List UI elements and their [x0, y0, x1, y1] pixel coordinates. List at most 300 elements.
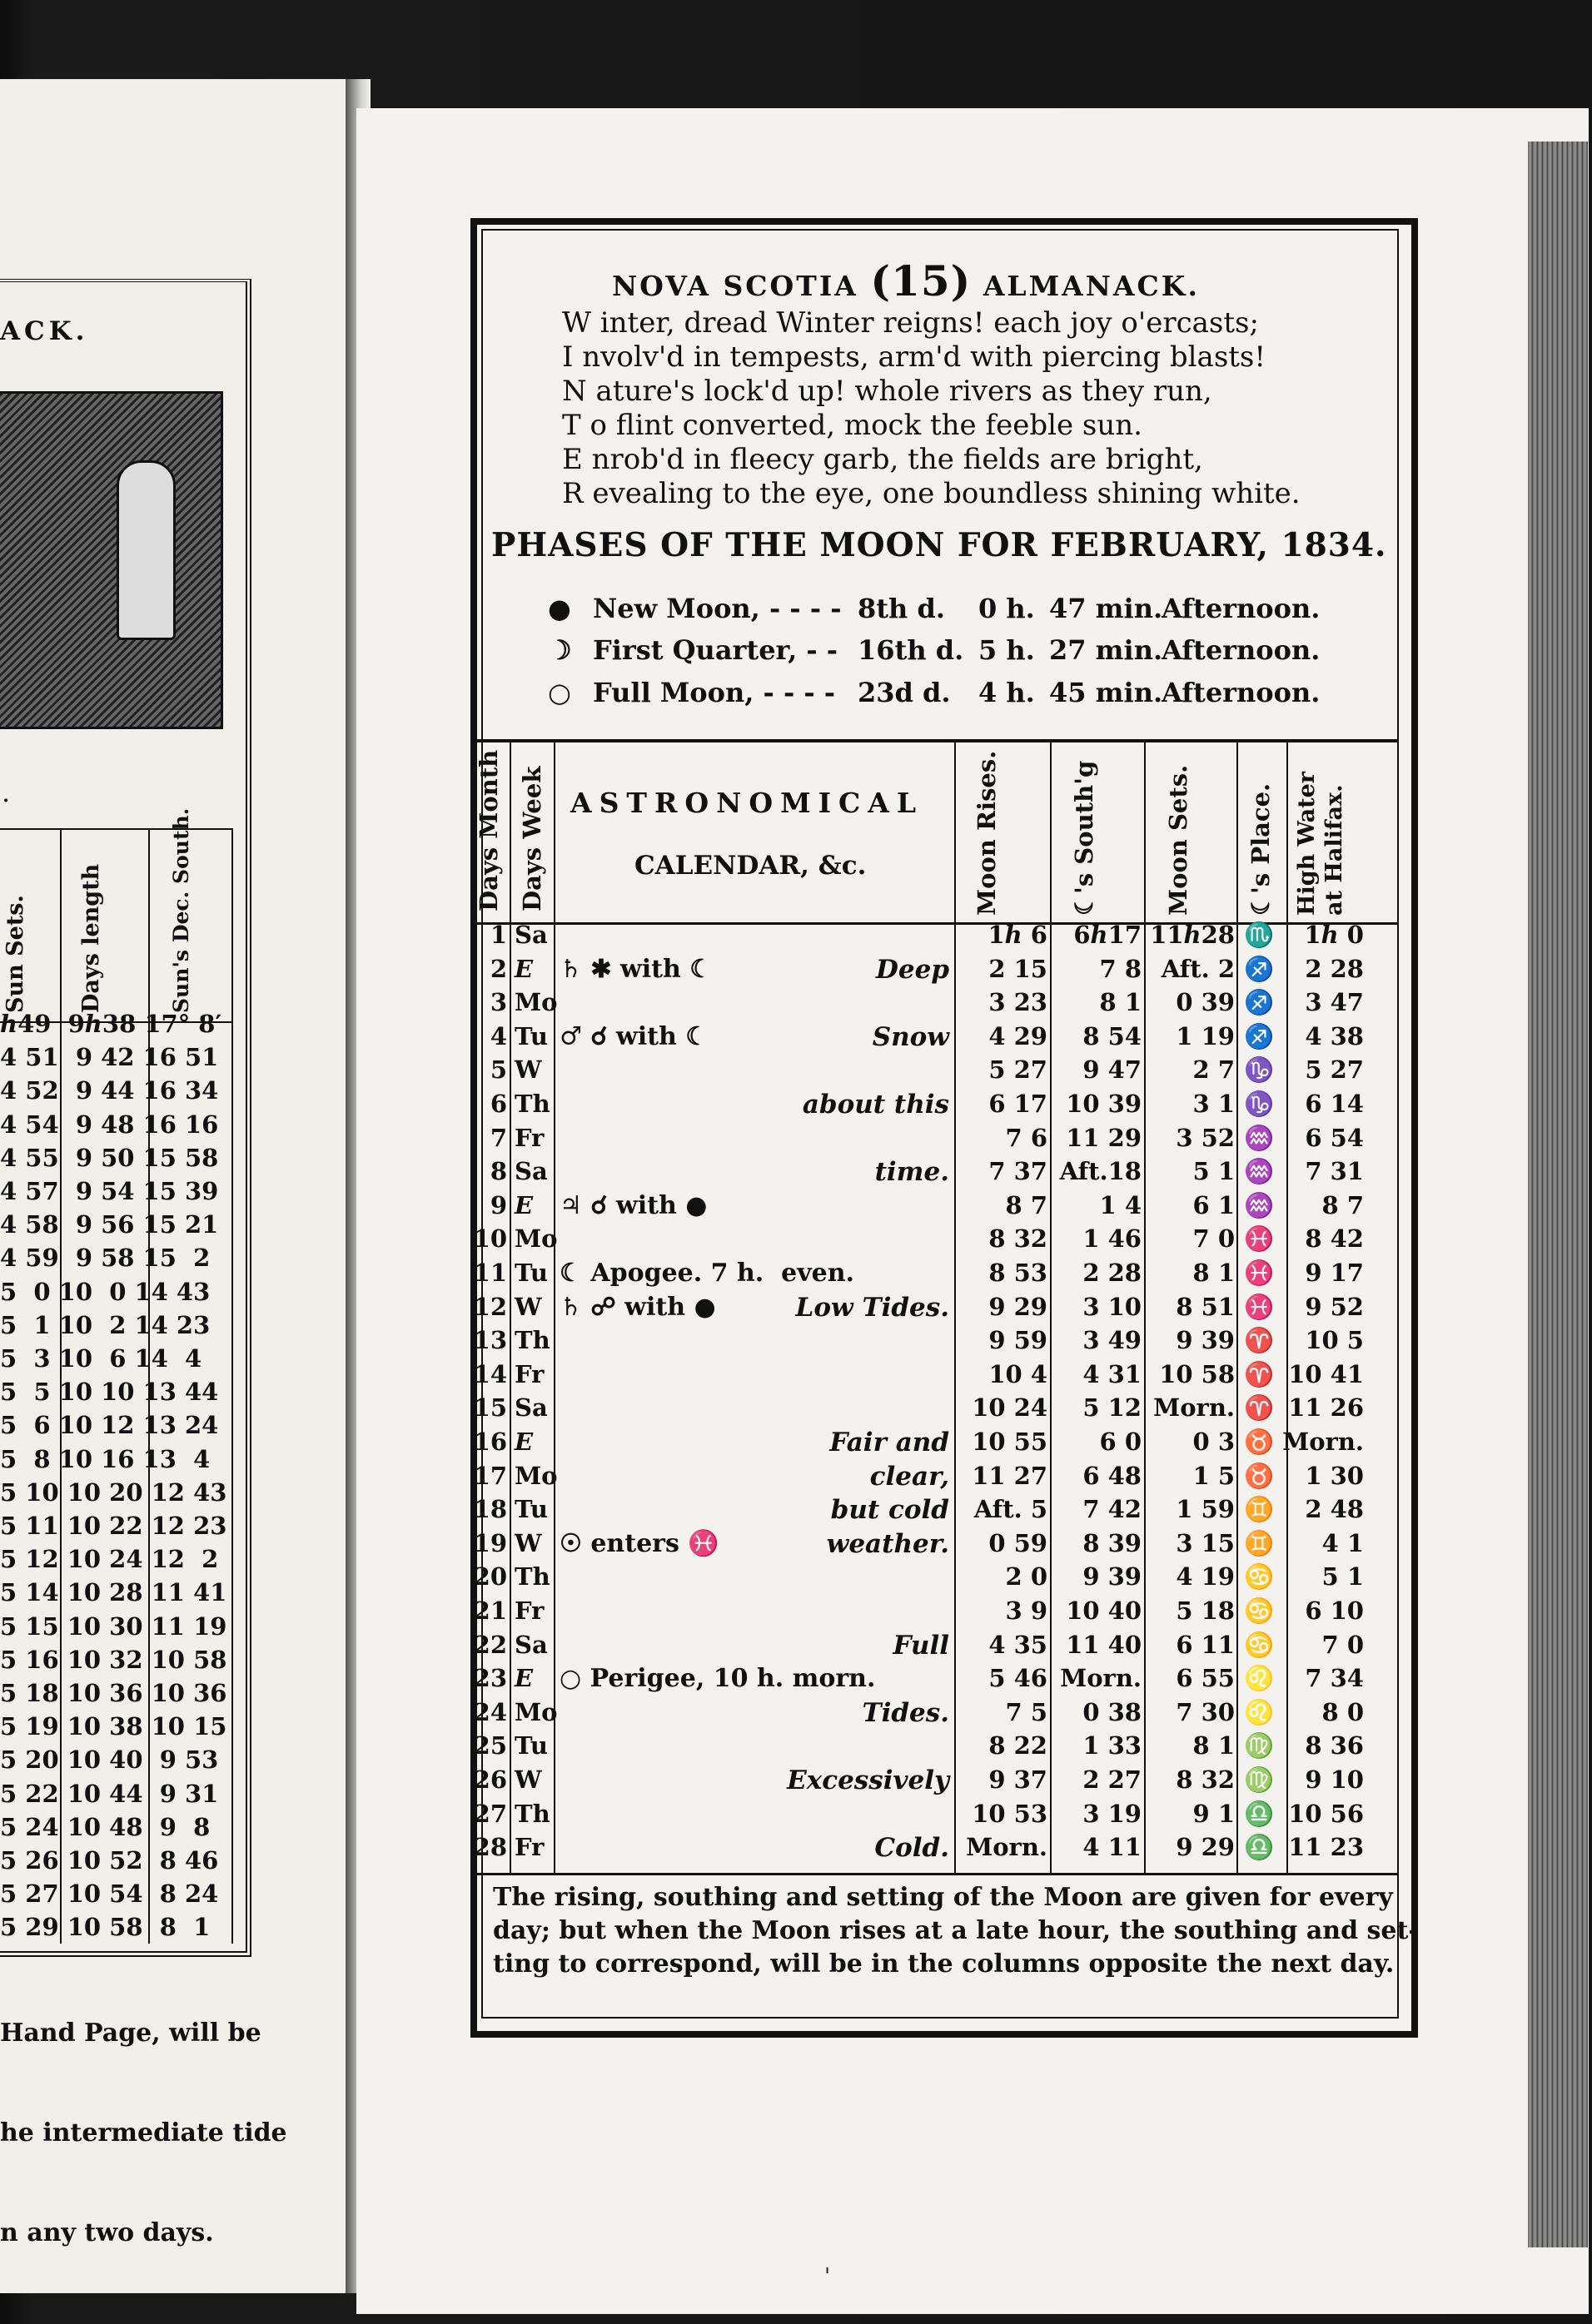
moon-place: ♒: [1244, 1190, 1275, 1219]
woodcut-illustration: [0, 391, 223, 729]
moon-phase-hours: 0 h.: [978, 593, 1035, 624]
left-page: [0, 79, 346, 2293]
left-table-row: 5 14 10 28 11 41: [0, 1578, 227, 1607]
astronomical-event: ☉ enters ♓: [560, 1528, 719, 1558]
col-suns-dec: Sun's Dec. South.: [169, 807, 193, 1013]
high-water: 7 0: [1321, 1630, 1364, 1659]
moon-southing: Morn.: [1060, 1664, 1142, 1693]
left-table-row: 4 55 9 50 15 58: [0, 1143, 219, 1172]
day-of-month: 13: [473, 1326, 507, 1355]
high-water: 11 26: [1288, 1393, 1364, 1423]
day-of-week: Tu: [515, 1495, 549, 1524]
moon-rises: 4 29: [988, 1021, 1047, 1050]
day-of-week: W: [515, 1528, 542, 1557]
high-water: 1ℎ 0: [1304, 921, 1364, 949]
left-table-row: 5 12 10 24 12 2: [0, 1545, 219, 1574]
day-of-month: 28: [473, 1833, 507, 1862]
high-water: 5 1: [1321, 1562, 1364, 1592]
moon-southing: 9 39: [1082, 1562, 1142, 1592]
moon-southing: 2 28: [1082, 1259, 1142, 1287]
left-table-row: 5 11 10 22 12 23: [0, 1512, 227, 1540]
almanack-header: [612, 256, 1200, 305]
weather-note: about this: [802, 1090, 949, 1120]
col-days-length: Days length: [78, 863, 104, 1013]
moon-sets: 8 32: [1176, 1765, 1235, 1794]
left-table-row: 5 16 10 32 10 58: [0, 1645, 227, 1674]
moon-sets: 10 58: [1159, 1359, 1235, 1388]
col-moon-rises: Moon Rises.: [973, 750, 1001, 916]
day-of-week: Fr: [515, 1359, 545, 1388]
moon-southing: 7 42: [1082, 1495, 1142, 1524]
moon-sets: 1 19: [1176, 1021, 1235, 1050]
day-of-month: 10: [473, 1224, 507, 1254]
high-water: 7 34: [1305, 1664, 1364, 1693]
moon-sets: 0 3: [1192, 1428, 1235, 1456]
moon-place: ♑: [1244, 1090, 1275, 1118]
col-moon-south: ☾'s South'g: [1070, 760, 1098, 916]
day-of-week: Tu: [515, 1021, 549, 1050]
woodcut-figure: [117, 460, 176, 640]
moon-phases-title: PHASES OF THE MOON FOR FEBRUARY, 1834.: [491, 526, 1387, 564]
moon-place: ♌: [1244, 1664, 1275, 1693]
moon-phase-minutes: 45 min.: [1049, 677, 1163, 708]
col-moon-sets: Moon Sets.: [1164, 764, 1192, 916]
high-water: 4 1: [1321, 1528, 1364, 1557]
moon-southing: 2 27: [1082, 1765, 1142, 1794]
moon-sets: 1 5: [1192, 1461, 1235, 1490]
high-water: 7 31: [1305, 1157, 1364, 1186]
moon-place: ♋: [1244, 1562, 1275, 1592]
left-table-row: 5 24 10 48 9 8: [0, 1812, 211, 1841]
day-of-month: 17: [473, 1461, 507, 1490]
table-top-rule: [475, 739, 1399, 742]
day-of-month: 24: [473, 1697, 507, 1726]
astronomical-event: ☾ Apogee. 7 h. even.: [560, 1259, 854, 1288]
col-high-water: High Water at Halifax.: [1294, 771, 1347, 916]
day-of-month: 12: [473, 1292, 507, 1321]
day-of-week: Sa: [515, 921, 548, 949]
high-water: 10 56: [1288, 1799, 1364, 1828]
column-rule: [510, 739, 511, 1873]
moon-phase-date: 8th d.: [858, 593, 945, 624]
left-table-row: 5 22 10 44 9 31: [0, 1779, 219, 1808]
moon-place: ♌: [1244, 1697, 1275, 1726]
moon-place: ♓: [1244, 1292, 1275, 1321]
day-of-month: 26: [473, 1765, 507, 1794]
moon-sets: 9 1: [1192, 1799, 1235, 1828]
weather-note: Low Tides.: [795, 1292, 949, 1323]
left-table-row: 4 51 9 42 16 51: [0, 1043, 219, 1072]
footnote-line: ting to correspond, will be in the columns opposite the next day.: [493, 1949, 1395, 1979]
footnote-line: day; but when the Moon rises at a late hour, the southing and set-: [493, 1916, 1419, 1945]
column-rule: [954, 739, 956, 1873]
moon-place: ♋: [1244, 1630, 1275, 1659]
moon-rises: 10 55: [972, 1428, 1047, 1456]
moon-sets: 6 1: [1192, 1190, 1235, 1219]
moon-sets: 5 18: [1176, 1597, 1235, 1625]
high-water: 11 23: [1288, 1833, 1364, 1862]
moon-rises: 5 46: [988, 1664, 1047, 1693]
moon-sets: 2 7: [1192, 1055, 1235, 1085]
left-footer-line: n any two days.: [0, 2218, 214, 2247]
moon-southing: 6ℎ17: [1073, 921, 1142, 949]
moon-place: ♊: [1244, 1495, 1275, 1524]
left-table-row: 5 20 10 40 9 53: [0, 1745, 219, 1775]
day-of-month: 11: [473, 1259, 507, 1287]
poem-line: I nvolv'd in tempests, arm'd with piercing blasts!: [562, 340, 1266, 374]
moon-sets: Morn.: [1153, 1393, 1235, 1423]
day-of-month: 22: [473, 1630, 507, 1659]
left-table-row: 5 15 10 30 11 19: [0, 1611, 227, 1641]
moon-place: ♋: [1244, 1597, 1275, 1625]
weather-note: Cold.: [874, 1833, 949, 1864]
moon-place: ♉: [1244, 1428, 1275, 1456]
day-of-month: 4: [490, 1021, 507, 1050]
moon-sets: 4 19: [1176, 1562, 1235, 1592]
left-table-row: 5 3 10 6 14 4: [0, 1344, 202, 1373]
moon-rises: 9 59: [988, 1326, 1047, 1355]
day-of-month: 3: [490, 988, 507, 1017]
left-table-row: 5 6 10 12 13 24: [0, 1411, 219, 1440]
high-water: 8 42: [1305, 1224, 1364, 1254]
moon-place: ♑: [1244, 1055, 1275, 1085]
header-right: ALMANACK.: [983, 270, 1200, 302]
moon-place: ♐: [1244, 1021, 1275, 1050]
moon-phase-name: New Moon, - - - -: [593, 593, 842, 624]
day-of-week: Sa: [515, 1393, 548, 1423]
col-moon-place: ☾'s Place.: [1246, 782, 1275, 916]
day-of-month: 6: [490, 1090, 507, 1118]
high-water: 10 5: [1305, 1326, 1364, 1355]
column-rule: [1286, 739, 1288, 1873]
left-table-row: 4 58 9 56 15 21: [0, 1210, 219, 1239]
moon-sets: 8 1: [1192, 1731, 1235, 1760]
col-days-week: Days Week: [518, 766, 546, 911]
poem-line: R evealing to the eye, one boundless shining white.: [562, 477, 1301, 510]
day-of-month: 5: [490, 1055, 507, 1085]
moon-southing: 1 33: [1082, 1731, 1142, 1760]
moon-southing: 3 49: [1082, 1326, 1142, 1355]
high-water: 2 48: [1305, 1495, 1364, 1524]
moon-rises: 11 27: [972, 1461, 1047, 1490]
moon-sets: 5 1: [1192, 1157, 1235, 1186]
moon-rises: 0 59: [988, 1528, 1047, 1557]
moon-rises: 9 29: [988, 1292, 1047, 1321]
day-of-week: Th: [515, 1562, 550, 1592]
moon-rises: 8 7: [1005, 1190, 1047, 1219]
left-table-row: 4 57 9 54 15 39: [0, 1177, 219, 1205]
col-days-month: Days Month: [475, 749, 503, 911]
high-water: 8 0: [1321, 1697, 1364, 1726]
day-of-month: 1: [490, 921, 507, 949]
left-table-header: [0, 807, 231, 1023]
moon-sets: 0 39: [1176, 988, 1235, 1017]
high-water: 1 30: [1305, 1461, 1364, 1490]
left-table-row: 5 5 10 10 13 44: [0, 1378, 219, 1407]
moon-southing: 5 12: [1082, 1393, 1142, 1423]
moon-southing: 8 54: [1082, 1021, 1142, 1050]
header-left: NOVA SCOTIA: [612, 270, 858, 302]
left-tick: .: [2, 777, 11, 808]
left-table-row: 5 1 10 2 14 23: [0, 1310, 211, 1339]
footnote-line: The rising, southing and setting of the Moon are given for every: [493, 1883, 1393, 1912]
astronomical-event: ○ Perigee, 10 h. morn.: [560, 1664, 876, 1694]
moon-sets: 9 39: [1176, 1326, 1235, 1355]
day-of-month: 23: [473, 1664, 507, 1693]
moon-southing: 6 48: [1082, 1461, 1142, 1490]
page-number: (15): [870, 256, 972, 305]
moon-phase-date: 23d d.: [858, 677, 951, 708]
moon-phase-hours: 4 h.: [978, 677, 1035, 708]
table-bottom-rule: [475, 1873, 1399, 1875]
day-of-week: Fr: [515, 1123, 545, 1152]
moon-sets: 7 0: [1192, 1224, 1235, 1254]
moon-place: ♒: [1244, 1123, 1275, 1152]
moon-rises: 10 4: [988, 1359, 1047, 1388]
high-water: 6 10: [1305, 1597, 1364, 1625]
day-of-week: Fr: [515, 1597, 545, 1625]
moon-sets: 3 15: [1176, 1528, 1235, 1557]
moon-rises: 2 0: [1005, 1562, 1047, 1592]
moon-southing: 3 10: [1082, 1292, 1142, 1321]
day-of-week: Mo: [515, 988, 558, 1017]
moon-southing: 3 19: [1082, 1799, 1142, 1828]
day-of-week: E: [515, 1664, 534, 1693]
weather-note: but cold: [830, 1495, 949, 1526]
moon-sets: 8 51: [1176, 1292, 1235, 1321]
moon-sets: 1 59: [1176, 1495, 1235, 1524]
moon-rises: 1ℎ 6: [988, 921, 1047, 949]
high-water: 4 38: [1305, 1021, 1364, 1050]
left-table-row: 5 0 10 0 14 43: [0, 1277, 211, 1306]
day-of-week: E: [515, 1190, 534, 1219]
weather-note: time.: [874, 1157, 949, 1188]
moon-place: ♐: [1244, 988, 1275, 1017]
moon-place: ♈: [1244, 1326, 1275, 1355]
col-sun-sets: Sun Sets.: [2, 895, 28, 1013]
moon-southing: 6 0: [1099, 1428, 1142, 1456]
weather-note: weather.: [826, 1528, 949, 1559]
day-of-week: W: [515, 1055, 542, 1085]
day-of-week: Sa: [515, 1630, 548, 1659]
moon-rises: 7 37: [988, 1157, 1047, 1186]
moon-southing: 8 1: [1099, 988, 1142, 1017]
moon-rises: 5 27: [988, 1055, 1047, 1085]
column-rule: [1050, 739, 1052, 1873]
moon-rises: 3 9: [1005, 1597, 1047, 1625]
column-rule: [1144, 739, 1146, 1873]
day-of-week: Fr: [515, 1833, 545, 1862]
day-of-week: E: [515, 1428, 534, 1456]
moon-place: ♎: [1244, 1833, 1275, 1862]
acrostic-poem: [562, 306, 1301, 511]
bottom-mark: ': [824, 2264, 831, 2289]
poem-line: W inter, dread Winter reigns! each joy o'ercasts;: [562, 306, 1259, 340]
moon-sets: Aft. 2: [1161, 954, 1235, 983]
day-of-week: Mo: [515, 1461, 558, 1490]
moon-sets: 3 1: [1192, 1090, 1235, 1118]
moon-sets: 7 30: [1176, 1697, 1235, 1726]
moon-southing: 10 40: [1066, 1597, 1142, 1625]
moon-phase-name: Full Moon, - - - -: [593, 677, 836, 708]
moon-rises: 8 22: [988, 1731, 1047, 1760]
moon-place: ♈: [1244, 1393, 1275, 1423]
day-of-week: Tu: [515, 1259, 549, 1287]
moon-southing: 7 8: [1099, 954, 1142, 983]
day-of-month: 19: [473, 1528, 507, 1557]
high-water: 9 17: [1305, 1259, 1364, 1287]
poem-line: N ature's lock'd up! whole rivers as they run,: [562, 375, 1212, 408]
moon-phase-minutes: 47 min.: [1049, 593, 1163, 624]
day-of-month: 25: [473, 1731, 507, 1760]
moon-phase-period: Afternoon.: [1162, 593, 1321, 624]
moon-rises: Aft. 5: [973, 1495, 1047, 1524]
astronomical-event: ♄ ✱ with ☾: [560, 954, 713, 984]
moon-rises: 8 53: [988, 1259, 1047, 1287]
high-water: 6 14: [1305, 1090, 1364, 1118]
left-table-row: 5 18 10 36 10 36: [0, 1679, 227, 1707]
high-water: 8 7: [1321, 1190, 1364, 1219]
moon-sets: 8 1: [1192, 1259, 1235, 1287]
weather-note: clear,: [869, 1461, 949, 1492]
high-water: 3 47: [1305, 988, 1364, 1017]
day-of-week: Mo: [515, 1697, 558, 1726]
high-water: 9 52: [1305, 1292, 1364, 1321]
day-of-month: 8: [490, 1157, 507, 1186]
column-rule: [1236, 739, 1238, 1873]
moon-place: ♓: [1244, 1259, 1275, 1287]
day-of-week: W: [515, 1765, 542, 1794]
moon-sets: 9 29: [1176, 1833, 1235, 1862]
left-col-rule: [231, 828, 233, 1944]
moon-rises: 10 53: [972, 1799, 1047, 1828]
moon-southing: 4 31: [1082, 1359, 1142, 1388]
day-of-month: 27: [473, 1799, 507, 1828]
day-of-month: 2: [490, 954, 507, 983]
left-footer-line: Hand Page, will be: [0, 2019, 261, 2048]
high-water: 9 10: [1305, 1765, 1364, 1794]
moon-phase-date: 16th d.: [858, 634, 964, 666]
astronomical-title: ASTRONOMICAL: [570, 787, 924, 819]
astronomical-event: ♄ ☍ with ●: [560, 1292, 716, 1322]
weather-note: Deep: [875, 954, 949, 985]
moon-rises: 9 37: [988, 1765, 1047, 1794]
moon-rises: 2 15: [988, 954, 1047, 983]
moon-place: ♍: [1244, 1731, 1275, 1760]
moon-rises: 8 32: [988, 1224, 1047, 1254]
moon-place: ♊: [1244, 1528, 1275, 1557]
moon-sets: 11ℎ28: [1150, 921, 1235, 949]
left-table-row: 4 54 9 48 16 16: [0, 1110, 219, 1139]
day-of-week: Th: [515, 1090, 550, 1118]
day-of-month: 9: [490, 1190, 507, 1219]
moon-southing: 11 40: [1066, 1630, 1142, 1659]
moon-place: ♉: [1244, 1461, 1275, 1490]
moon-southing: 0 38: [1082, 1697, 1142, 1726]
moon-rises: 3 23: [988, 988, 1047, 1017]
poem-line: E nrob'd in fleecy garb, the fields are bright,: [562, 443, 1203, 476]
moon-sets: 3 52: [1176, 1123, 1235, 1152]
moon-phase-period: Afternoon.: [1162, 634, 1321, 666]
moon-place: ♏: [1244, 921, 1275, 949]
day-of-month: 21: [473, 1597, 507, 1625]
high-water: 10 41: [1288, 1359, 1364, 1388]
day-of-week: Th: [515, 1326, 550, 1355]
high-water: Morn.: [1282, 1428, 1364, 1456]
moon-southing: 1 4: [1099, 1190, 1142, 1219]
poem-line: T o flint converted, mock the feeble sun.: [562, 409, 1142, 442]
moon-rises: 7 6: [1005, 1123, 1047, 1152]
day-of-month: 16: [473, 1428, 507, 1456]
day-of-month: 15: [473, 1393, 507, 1423]
day-of-week: Tu: [515, 1731, 549, 1760]
moon-phase-period: Afternoon.: [1162, 677, 1321, 708]
left-table-row: 5 10 10 20 12 43: [0, 1477, 227, 1507]
left-table-row: 4 59 9 58 15 2: [0, 1244, 211, 1273]
moon-phase-hours: 5 h.: [978, 634, 1035, 666]
moon-southing: Aft.18: [1059, 1157, 1142, 1186]
moon-sets: 6 11: [1176, 1630, 1235, 1659]
left-table-row: 5 26 10 52 8 46: [0, 1846, 219, 1875]
weather-note: Fair and: [829, 1428, 949, 1457]
moon-rises: 10 24: [972, 1393, 1047, 1423]
moon-southing: 11 29: [1066, 1123, 1142, 1152]
moon-place: ♒: [1244, 1157, 1275, 1186]
weather-note: Snow: [872, 1021, 949, 1052]
moon-phase-minutes: 27 min.: [1049, 634, 1163, 666]
left-table-row: 5 29 10 58 8 1: [0, 1913, 211, 1942]
day-of-week: Mo: [515, 1224, 558, 1254]
moon-phase-name: First Quarter, - -: [593, 634, 838, 666]
high-water: 2 28: [1305, 954, 1364, 983]
moon-phase-symbol: ○: [548, 677, 571, 708]
day-of-week: W: [515, 1292, 542, 1321]
left-table-row: 5 8 10 16 13 4: [0, 1444, 211, 1473]
moon-rises: 6 17: [988, 1090, 1047, 1118]
page-edges: [1528, 142, 1588, 2247]
day-of-month: 7: [490, 1123, 507, 1152]
astronomical-event: ♃ ☌ with ●: [560, 1190, 708, 1220]
weather-note: Full: [893, 1630, 949, 1661]
moon-place: ♈: [1244, 1359, 1275, 1388]
table-footnote: [493, 1881, 1419, 1981]
moon-phase-symbol: ●: [548, 593, 571, 624]
moon-phase-symbol: ☽: [548, 634, 572, 666]
high-water: 8 36: [1305, 1731, 1364, 1760]
left-table-row: ℎ49 9ℎ38 17° 8′: [0, 1010, 222, 1038]
left-page-footer: [0, 1950, 287, 2317]
moon-place: ♐: [1244, 954, 1275, 983]
moon-place: ♓: [1244, 1224, 1275, 1254]
moon-place: ♍: [1244, 1765, 1275, 1794]
high-water: 6 54: [1305, 1123, 1364, 1152]
day-of-month: 18: [473, 1495, 507, 1524]
left-table-row: 5 27 10 54 8 24: [0, 1880, 219, 1909]
day-of-week: Sa: [515, 1157, 548, 1186]
moon-southing: 9 47: [1082, 1055, 1142, 1085]
day-of-week: Th: [515, 1799, 550, 1828]
moon-southing: 4 11: [1082, 1833, 1142, 1862]
moon-southing: 1 46: [1082, 1224, 1142, 1254]
day-of-week: E: [515, 954, 534, 983]
moon-southing: 10 39: [1066, 1090, 1142, 1118]
moon-rises: 7 5: [1005, 1697, 1047, 1726]
weather-note: Tides.: [862, 1697, 949, 1728]
moon-sets: 6 55: [1176, 1664, 1235, 1693]
left-page-heading: ACK.: [0, 316, 89, 346]
moon-rises: 4 35: [988, 1630, 1047, 1659]
moon-rises: Morn.: [966, 1833, 1047, 1862]
